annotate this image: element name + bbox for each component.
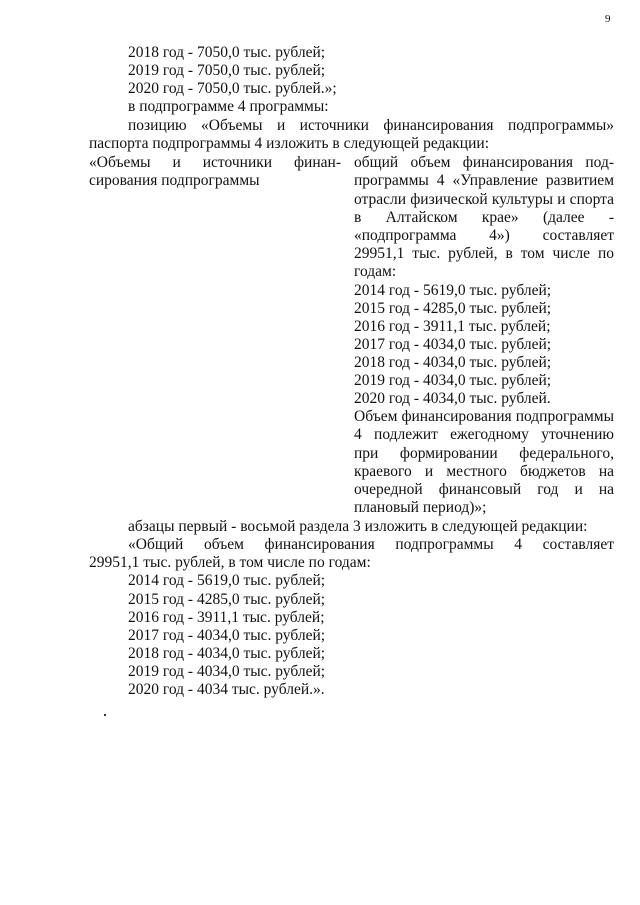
right-cell-note-line: очередной финансовый год и на (354, 481, 614, 498)
position-line-2: паспорта подпрограммы 4 изложить в следующей редакции: (89, 135, 489, 152)
right-cell-line: в Алтайском крае» (далее - (354, 209, 614, 226)
right-cell-year: 2017 год - 4034,0 тыс. рублей; (354, 336, 552, 353)
scan-dot (104, 714, 106, 716)
left-cell-line-2: сирования подпрограммы (89, 172, 260, 189)
right-cell-line: 29951,1 тыс. рублей, в том числе по (354, 245, 614, 262)
right-cell-year: 2018 год - 4034,0 тыс. рублей; (354, 354, 552, 371)
right-cell-note-last: плановый период)»; (354, 499, 487, 516)
right-cell-line: общий объем финансирования под- (354, 154, 614, 171)
right-cell-line: «подпрограмма 4») составляет (354, 227, 614, 244)
right-cell-year: 2020 год - 4034,0 тыс. рублей. (354, 390, 551, 407)
paragraphs-intro: абзацы первый - восьмой раздела 3 изложить в следующей редакции: (128, 518, 588, 535)
top-year-line: 2019 год - 7050,0 тыс. рублей; (128, 62, 326, 79)
position-line-1: позицию «Объемы и источники финансирования подпрограммы» (128, 117, 614, 134)
top-year-line: 2018 год - 7050,0 тыс. рублей; (128, 44, 326, 61)
right-cell-note-line: при формировании федерального, (354, 445, 614, 462)
right-cell-line: отрасли физической культуры и спорта (354, 191, 614, 208)
page-number: 9 (605, 13, 611, 25)
right-cell-year: 2014 год - 5619,0 тыс. рублей; (354, 282, 552, 299)
right-cell-line: программы 4 «Управление развитием (354, 172, 614, 189)
right-cell-year: 2015 год - 4285,0 тыс. рублей; (354, 300, 552, 317)
bottom-year-line: 2014 год - 5619,0 тыс. рублей; (128, 572, 326, 589)
right-cell-note-line: Объем финансирования подпрограммы (354, 408, 614, 425)
right-cell-note-line: краевого и местного бюджетов на (354, 463, 614, 480)
top-year-line: 2020 год - 7050,0 тыс. рублей.»; (128, 80, 337, 97)
subprogram-intro: в подпрограмме 4 программы: (128, 98, 329, 115)
bottom-year-line: 2015 год - 4285,0 тыс. рублей; (128, 591, 326, 608)
right-cell-year: 2016 год - 3911,1 тыс. рублей; (354, 318, 551, 335)
bottom-year-line: 2016 год - 3911,1 тыс. рублей; (128, 609, 325, 626)
left-cell-line-1: «Объемы и источники финан- (89, 154, 341, 171)
right-cell-note-line: 4 подлежит ежегодному уточнению (354, 426, 614, 443)
right-cell-last-line: годам: (354, 263, 397, 280)
quote-line-2: 29951,1 тыс. рублей, в том числе по годам: (89, 554, 371, 571)
bottom-year-line: 2020 год - 4034 тыс. рублей.». (128, 681, 325, 698)
bottom-year-line: 2018 год - 4034,0 тыс. рублей; (128, 645, 326, 662)
right-cell-year: 2019 год - 4034,0 тыс. рублей; (354, 372, 552, 389)
bottom-year-line: 2019 год - 4034,0 тыс. рублей; (128, 663, 326, 680)
quote-line-1: «Общий объем финансирования подпрограммы 4 составляет (128, 536, 614, 553)
bottom-year-line: 2017 год - 4034,0 тыс. рублей; (128, 627, 326, 644)
